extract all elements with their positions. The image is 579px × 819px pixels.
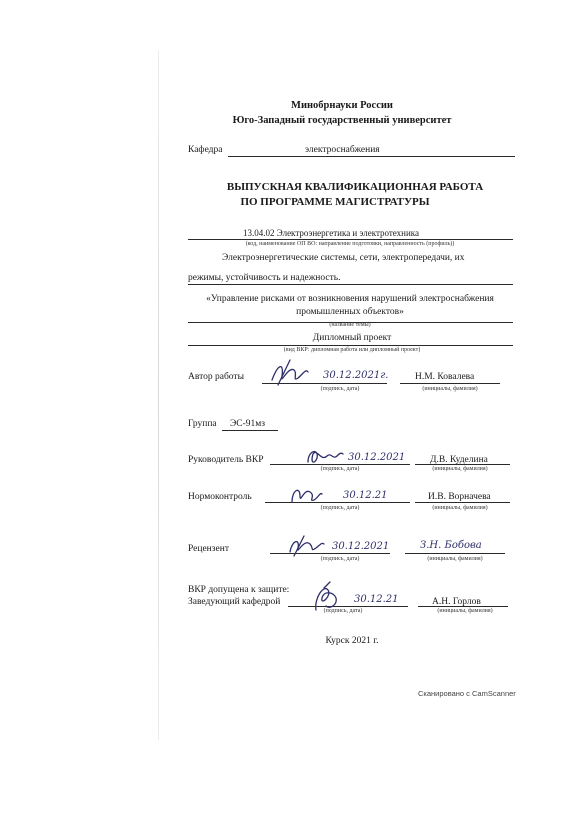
normcontrol-sign-underline (265, 502, 410, 503)
supervisor-sign-caption: (подпись, дата) (320, 466, 360, 472)
direction-caption: (код, наименование ОП ВО: направление подготовки, направленность (профиль)) (245, 241, 455, 247)
group-label: Группа (188, 419, 217, 429)
supervisor-name: Д.В. Куделина (430, 455, 488, 465)
department-label: Кафедра (188, 145, 223, 155)
author-name-caption: (инициалы, фамилия) (422, 386, 478, 392)
profile-line2: режимы, устойчивость и надежность. (188, 273, 341, 283)
department-underline (228, 156, 515, 157)
author-sign-caption: (подпись, дата) (320, 386, 360, 392)
profile-underline (188, 284, 513, 285)
reviewer-sign-caption: (подпись, дата) (320, 556, 360, 562)
head-name-caption: (инициалы, фамилия) (437, 608, 493, 614)
supervisor-date: 30.12.2021 (348, 452, 406, 463)
normcontrol-sign-caption: (подпись, дата) (320, 505, 360, 511)
reviewer-name: З.Н. Бобова (420, 540, 482, 551)
document-title-line2: ПО ПРОГРАММЕ МАГИСТРАТУРЫ (240, 196, 430, 208)
work-type-caption: (вид ВКР: дипломная работа или дипломный проект) (283, 347, 421, 353)
supervisor-name-caption: (инициалы, фамилия) (432, 466, 488, 472)
author-date: 30.12.2021г. (323, 370, 389, 381)
topic-line1: «Управление рисками от возникновения нарушений электроснабжения (206, 294, 494, 304)
reviewer-signature-icon (286, 532, 326, 558)
group-value: ЭС-91мз (230, 419, 266, 429)
work-type-underline (188, 345, 513, 346)
author-label: Автор работы (188, 372, 244, 382)
document-title-line1: ВЫПУСКНАЯ КВАЛИФИКАЦИОННАЯ РАБОТА (226, 181, 484, 193)
city-year: Курск 2021 г. (325, 636, 379, 646)
normcontrol-name-caption: (инициалы, фамилия) (432, 505, 488, 511)
author-name-underline (400, 383, 500, 384)
normcontrol-date: 30.12.21 (343, 490, 388, 501)
supervisor-name-underline (415, 464, 510, 465)
direction-underline (188, 239, 513, 240)
admission-line: ВКР допущена к защите: (188, 585, 290, 595)
group-underline (222, 430, 278, 431)
normcontrol-label: Нормоконтроль (188, 492, 252, 502)
university-name: Юго-Западный государственный университет (232, 115, 452, 126)
profile-line1: Электроэнергетические системы, сети, электропередачи, их (222, 253, 465, 263)
author-name: Н.М. Ковалева (415, 372, 475, 382)
head-sign-caption: (подпись, дата) (323, 608, 363, 614)
supervisor-label: Руководитель ВКР (188, 455, 264, 465)
head-date: 30.12.21 (354, 594, 399, 605)
work-type-value: Дипломный проект (312, 333, 392, 343)
head-of-department-label: Заведующий кафедрой (188, 597, 281, 607)
author-signature-icon (268, 358, 313, 390)
head-name-underline (418, 606, 508, 607)
supervisor-signature-icon (305, 444, 345, 468)
camscanner-watermark: Сканировано с CamScanner (418, 689, 516, 698)
normcontrol-name-underline (415, 502, 510, 503)
ministry-name: Минобрнауки России (291, 100, 393, 111)
normcontrol-name: И.В. Ворначева (428, 492, 491, 502)
direction-value: 13.04.02 Электроэнергетика и электротехника (243, 228, 420, 238)
reviewer-name-underline (405, 553, 505, 554)
scan-page-edge (158, 50, 159, 740)
head-name: А.Н. Горлов (432, 597, 481, 607)
topic-caption: (название темы) (329, 322, 371, 328)
reviewer-label: Рецензент (188, 544, 229, 554)
department-value: электроснабжения (305, 145, 380, 155)
reviewer-name-caption: (инициалы, фамилия) (427, 556, 483, 562)
reviewer-date: 30.12.2021 (332, 541, 390, 552)
topic-line2: промышленных объектов» (296, 307, 404, 317)
